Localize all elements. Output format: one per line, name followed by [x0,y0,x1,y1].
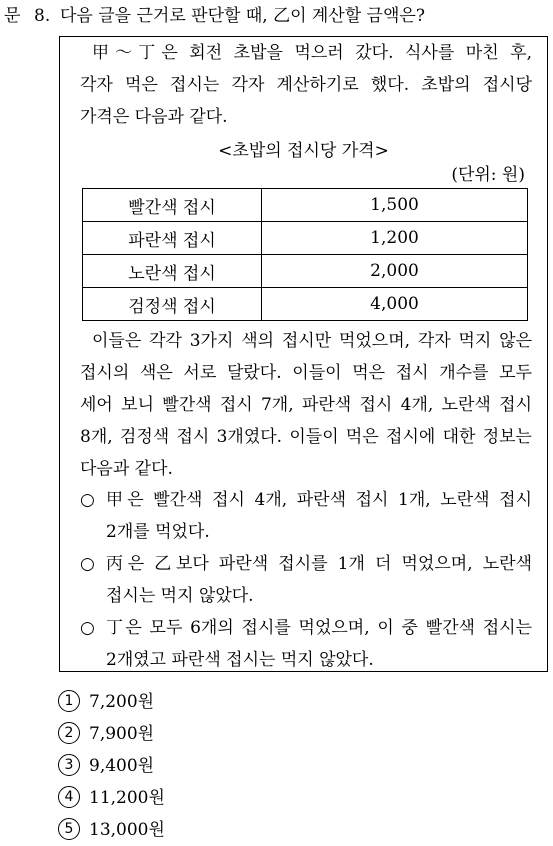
answer-choice[interactable] [58,814,165,846]
choice-text: 13,000원 [89,820,165,840]
choice-number: 2 [58,722,80,744]
answer-choice[interactable] [58,782,165,814]
table-row [83,189,528,222]
choice-number: 1 [58,690,80,712]
passage-body-line: 접시의 색은 서로 달랐다. 이들이 먹은 접시 개수를 모두 [80,363,532,383]
passage-body-line: 세어 보니 빨간색 접시 7개, 파란색 접시 4개, 노란색 접시 [80,395,532,415]
plate-price-cell: 1,200 [262,222,528,255]
plate-name-cell: 빨간색 접시 [83,189,262,222]
question-prefix: 문 [4,6,21,26]
passage-body-line: 8개, 검정색 접시 3개였다. 이들이 먹은 접시에 대한 정보는 [80,427,532,447]
choice-number: 3 [58,754,80,776]
plate-name-cell: 검정색 접시 [83,288,262,321]
condition-text: 접시는 먹지 않았다. [106,586,254,606]
plate-name-cell: 노란색 접시 [83,255,262,288]
question-text: 다음 글을 근거로 판단할 때, 乙이 계산할 금액은? [60,6,425,26]
passage-intro-line: 가격은 다음과 같다. [80,107,228,127]
table-row [83,288,528,321]
question-header [4,4,549,28]
plate-price-cell: 4,000 [262,288,528,321]
plate-price-cell: 2,000 [262,255,528,288]
answer-choice[interactable] [58,750,165,782]
answer-choice[interactable] [58,718,165,750]
question-number: 8. [34,6,51,26]
condition-bullet: ○ [80,490,95,510]
choice-text: 9,400원 [89,756,155,776]
passage-box [59,36,548,672]
passage-intro-line: 甲～丁은 회전 초밥을 먹으러 갔다. 식사를 마친 후, [92,43,532,63]
table-title: <초밥의 접시당 가격> [218,141,389,161]
choice-text: 7,900원 [89,724,155,744]
table-row [83,255,528,288]
answer-choices [58,686,165,846]
passage-intro-line: 각자 먹은 접시는 각자 계산하기로 했다. 초밥의 접시당 [80,75,532,95]
price-table [82,188,528,321]
condition-text: 2개를 먹었다. [106,522,210,542]
answer-choice[interactable] [58,686,165,718]
condition-text: 丙은 乙보다 파란색 접시를 1개 더 먹었으며, 노란색 [106,554,532,574]
passage-body-line: 이들은 각각 3가지 색의 접시만 먹었으며, 각자 먹지 않은 [92,331,532,351]
plate-price-cell: 1,500 [262,189,528,222]
condition-text: 丁은 모두 6개의 접시를 먹었으며, 이 중 빨간색 접시는 [106,618,532,638]
choice-number: 4 [58,786,80,808]
condition-text: 甲은 빨간색 접시 4개, 파란색 접시 1개, 노란색 접시 [106,490,532,510]
condition-bullet: ○ [80,554,95,574]
table-row [83,222,528,255]
choice-number: 5 [58,818,80,840]
condition-text: 2개였고 파란색 접시는 먹지 않았다. [106,650,374,670]
choice-text: 7,200원 [89,692,155,712]
choice-text: 11,200원 [89,788,165,808]
table-unit: (단위: 원) [451,165,525,185]
condition-bullet: ○ [80,618,95,638]
passage-body-line: 다음과 같다. [80,459,173,479]
plate-name-cell: 파란색 접시 [83,222,262,255]
